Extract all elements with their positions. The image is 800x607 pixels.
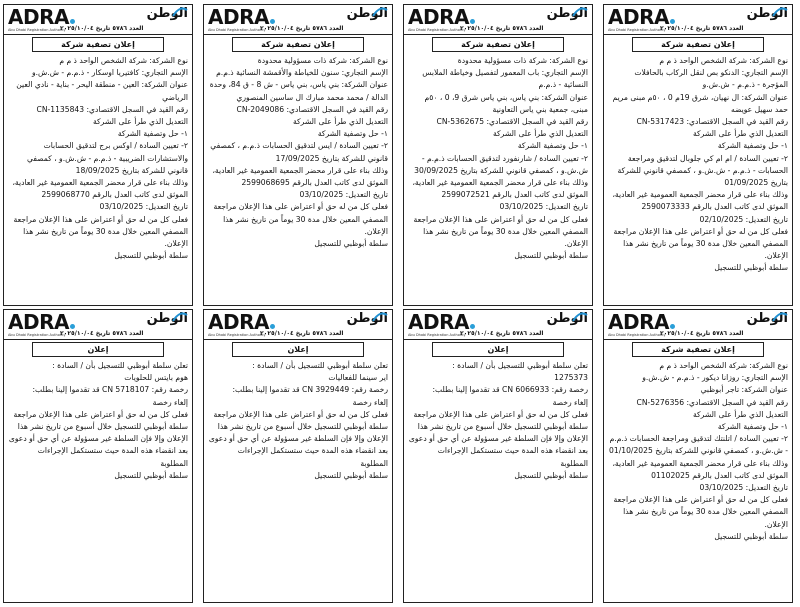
newspaper-name: الوطن xyxy=(346,6,388,21)
notice-signature: سلطة أبوظبي للتسجيل xyxy=(114,470,188,480)
newspaper-name: الوطن xyxy=(746,311,788,326)
notice-line: رخصة رقم: CN 6066933 قد تقدموا إلينا بطلب: xyxy=(432,385,588,395)
notice-line: فعلى كل من له حق أو اعتراض على هذا الإعلان مراجعة سلطة أبوظبي للتسجيل خلال أسبوع من تاريخ نشر هذا الإعلان وإلا فإن السلطة غير مسؤولة عن أي حق أو دعوى بعد انقضاء هذه المدة حيث ستستكمل الإجراءات المطلوبة xyxy=(408,409,588,468)
newspaper-name: الوطن xyxy=(546,311,588,326)
swoosh-icon xyxy=(772,312,788,324)
notice-card xyxy=(203,309,393,603)
newspaper-name: الوطن xyxy=(546,6,588,21)
notice-line: عنوان الشركة: تاجر أبوظبي xyxy=(700,385,788,395)
swoosh-icon xyxy=(172,7,188,19)
notice-card xyxy=(403,4,593,306)
adra-dot-icon xyxy=(270,324,275,329)
masthead xyxy=(4,310,192,340)
notice-line: نوع الشركة: شركة الشخص الواحد ذ م م xyxy=(659,56,788,65)
adra-subtitle: Abu Dhabi Registration Authority xyxy=(408,28,466,32)
newspaper-name: الوطن xyxy=(146,311,188,326)
notice-line: التعديل الذي طرأ على الشركة xyxy=(292,117,388,127)
notice-card xyxy=(603,4,793,306)
notice-line: ١- حل وتصفية الشركة xyxy=(717,422,788,432)
notice-line: تاريخ التعديل: 03/10/2025 xyxy=(99,202,188,212)
swoosh-icon xyxy=(572,312,588,324)
notice-signature: سلطة أبوظبي للتسجيل xyxy=(314,239,388,249)
newspaper-logo xyxy=(347,312,388,326)
adra-dot-icon xyxy=(670,19,675,24)
masthead xyxy=(404,5,592,35)
notice-line: ١- حل وتصفية الشركة xyxy=(117,129,188,139)
newspaper-name: الوطن xyxy=(346,311,388,326)
masthead xyxy=(604,310,792,340)
issue-info: العدد ٥٧٨٦ تاريخ ٢٠٢٥/١٠/٠٤ xyxy=(260,25,344,32)
notice-title: إعلان تصفية شركة xyxy=(232,37,364,52)
notice-line: الإسم التجاري: كافتيريا اوسكار - ذ.م.م - ش.ش.و xyxy=(31,68,188,78)
notice-line: الإسم التجاري: روزانا ديكور - ذ.م.م - ش.ش.و xyxy=(642,373,788,383)
adra-dot-icon xyxy=(470,324,475,329)
notice-line: رقم القيد في السجل الاقتصادي: CN-5276356 xyxy=(636,397,788,407)
notice-line: ١- حل وتصفية الشركة xyxy=(317,129,388,139)
masthead xyxy=(204,5,392,35)
masthead xyxy=(4,5,192,35)
issue-info: العدد ٥٧٨٦ تاريخ ٢٠٢٥/١٠/٠٤ xyxy=(60,25,144,32)
notice-line: وذلك بناء على قرار محضر الجمعية العمومية غير العادية، الموثق لدى كاتب العدل بالرقم 2599068770 xyxy=(12,178,188,200)
notice-body xyxy=(4,357,192,484)
notice-title: إعلان تصفية شركة xyxy=(632,342,764,357)
notice-body xyxy=(604,52,792,277)
masthead xyxy=(204,310,392,340)
notice-card xyxy=(403,309,593,603)
issue-info: العدد ٥٧٨٦ تاريخ ٢٠٢٥/١٠/٠٤ xyxy=(460,330,544,337)
notice-line: رخصة رقم: CN 5718107 قد تقدموا إلينا بطلب: xyxy=(32,385,188,395)
notice-line: عنوان الشركة: ال نهيان، شرق 19م 0 ، ٥٠م مبنى مريم حمد سهيل عويضه xyxy=(612,92,788,114)
adra-dot-icon xyxy=(70,324,75,329)
notice-line: فعلى كل من له حق أو اعتراض على هذا الإعلان مراجعة المصفي المعين خلال مدة 30 يوماً من تاريخ نشر هذا الإعلان. xyxy=(613,495,788,529)
newspaper-name: الوطن xyxy=(746,6,788,21)
notice-line: فعلى كل من له حق أو اعتراض على هذا الإعلان مراجعة المصفي المعين خلال مدة 30 يوماً من تاريخ نشر هذا الإعلان. xyxy=(13,214,188,249)
adra-subtitle: Abu Dhabi Registration Authority xyxy=(208,28,266,32)
notice-line: ٢- تعيين السادة / شارنفورد لتدقيق الحسابات ذ.م.م - ش.ش.و ، كمصفي قانوني للشركة بتاريخ 30/09/2025 xyxy=(414,153,588,175)
notice-line: اير سينما للفعاليات xyxy=(328,373,388,383)
adra-wordmark: ADRA xyxy=(208,5,269,29)
swoosh-icon xyxy=(572,7,588,19)
newspaper-logo xyxy=(747,7,788,21)
notice-title: إعلان تصفية شركة xyxy=(32,37,164,52)
adra-wordmark: ADRA xyxy=(408,310,469,334)
adra-subtitle: Abu Dhabi Registration Authority xyxy=(208,333,266,337)
notice-line: نوع الشركة: شركة الشخص الواحد ذ م م xyxy=(59,56,188,65)
notice-line: فعلى كل من له حق أو اعتراض على هذا الإعلان مراجعة سلطة أبوظبي للتسجيل خلال أسبوع من تاريخ نشر هذا الإعلان وإلا فإن السلطة غير مسؤولة عن أي حق أو دعوى بعد انقضاء هذه المدة حيث ستستكمل الإجراءات المطلوبة xyxy=(208,409,388,468)
newspaper-logo xyxy=(747,312,788,326)
notice-signature: سلطة أبوظبي للتسجيل xyxy=(714,263,788,273)
notice-line: وذلك بناء على قرار محضر الجمعية العمومية غير العادية، الموثق لدى كاتب العدل بالرقم 01102025 xyxy=(612,458,788,480)
notice-body xyxy=(404,52,592,264)
masthead xyxy=(404,310,592,340)
notice-signature: سلطة أبوظبي للتسجيل xyxy=(114,251,188,261)
notice-line: ٢- تعيين السادة / اتلنتك لتدقيق ومراجعة الحسابات ذ.م.م - ش.ش.و ، كمصفي قانوني للشركة بتاريخ 01/10/2025 xyxy=(609,434,788,456)
notice-body xyxy=(204,357,392,484)
notice-body xyxy=(404,357,592,484)
notice-line: 1275373 xyxy=(554,373,588,383)
notice-line: إلغاء رخصة xyxy=(352,397,388,407)
notice-line: ٢- تعيين السادة / ام ام كي جلوبال لتدقيق ومراجعة الحسابات - ذ.م.م - ش.ش.و ، كمصفي قانوني للشركة بتاريخ 01/09/2025 xyxy=(617,153,788,188)
notice-line: الإسم التجاري: الدنكو بص لنقل الركاب بالحافلات المؤجرة - ذ.م.م - ش.ش.و xyxy=(634,68,788,90)
notice-line: الإسم التجاري: باب المعمور لتفصيل وخياطة الملابس النسائية - ذ.م.م xyxy=(422,68,588,90)
notice-line: عنوان الشركة: بني ياس، بني ياس - ش 8 - ق 84، وحدة الدالة / محمد محمد مبارك ال ساسين المنصوري xyxy=(209,80,388,102)
notice-line: نوع الشركة: شركة ذات مسؤولية محدودة xyxy=(457,56,588,65)
notice-line: تاريخ التعديل: 02/10/2025 xyxy=(699,214,788,224)
notice-line: هوم بايتس للحلويات xyxy=(124,373,188,383)
notice-signature: سلطة أبوظبي للتسجيل xyxy=(314,470,388,480)
notice-signature: سلطة أبوظبي للتسجيل xyxy=(714,531,788,541)
notice-signature: سلطة أبوظبي للتسجيل xyxy=(514,251,588,261)
notice-line: فعلى كل من له حق أو اعتراض على هذا الإعلان مراجعة سلطة أبوظبي للتسجيل خلال أسبوع من تاريخ نشر هذا الإعلان وإلا فإن السلطة غير مسؤولة عن أي حق أو دعوى بعد انقضاء هذه المدة حيث ستستكمل الإجراءات المطلوبة xyxy=(8,409,188,468)
adra-dot-icon xyxy=(470,19,475,24)
issue-info: العدد ٥٧٨٦ تاريخ ٢٠٢٥/١٠/٠٤ xyxy=(660,330,744,337)
notice-card xyxy=(603,309,793,603)
adra-dot-icon xyxy=(670,324,675,329)
notice-title: إعلان xyxy=(32,342,164,357)
newspaper-logo xyxy=(347,7,388,21)
notice-line: تاريخ التعديل: 03/10/2025 xyxy=(299,190,388,200)
newspaper-logo xyxy=(547,312,588,326)
notice-line: تاريخ التعديل: 03/10/2025 xyxy=(699,483,788,493)
notice-line: إلغاء رخصة xyxy=(552,397,588,407)
adra-subtitle: Abu Dhabi Registration Authority xyxy=(408,333,466,337)
swoosh-icon xyxy=(772,7,788,19)
issue-info: العدد ٥٧٨٦ تاريخ ٢٠٢٥/١٠/٠٤ xyxy=(660,25,744,32)
notice-line: رقم القيد في السجل الاقتصادي: CN-5317423 xyxy=(636,117,788,127)
notice-title: إعلان xyxy=(432,342,564,357)
issue-info: العدد ٥٧٨٦ تاريخ ٢٠٢٥/١٠/٠٤ xyxy=(60,330,144,337)
adra-wordmark: ADRA xyxy=(408,5,469,29)
notice-card xyxy=(3,4,193,306)
swoosh-icon xyxy=(372,312,388,324)
notice-line: ١- حل وتصفية الشركة xyxy=(517,141,588,151)
newspaper-logo xyxy=(547,7,588,21)
notice-body xyxy=(204,52,392,252)
notice-line: رقم القيد في السجل الاقتصادي: CN-2049086 xyxy=(236,104,388,114)
swoosh-icon xyxy=(172,312,188,324)
notice-line: تعلن سلطة أبوظبي للتسجيل بأن / السادة : xyxy=(452,361,588,370)
notice-line: وذلك بناء على قرار محضر الجمعية العمومية غير العادية، الموثق لدى كاتب العدل بالرقم 2599068695 xyxy=(212,165,388,188)
adra-subtitle: Abu Dhabi Registration Authority xyxy=(8,333,66,337)
notice-title: إعلان تصفية شركة xyxy=(432,37,564,52)
adra-subtitle: Abu Dhabi Registration Authority xyxy=(608,333,666,337)
newspaper-name: الوطن xyxy=(146,6,188,21)
notice-line: عنوان الشركة: بني ياس، بني ياس شرق 9، 0 ، ٥٠م مبنى، جمعية بني ياس التعاونية xyxy=(424,92,588,114)
notice-line: التعديل الذي طرأ على الشركة xyxy=(92,117,188,127)
notice-line: ١- حل وتصفية الشركة xyxy=(717,141,788,151)
notice-signature: سلطة أبوظبي للتسجيل xyxy=(514,470,588,480)
adra-dot-icon xyxy=(70,19,75,24)
notice-line: وذلك بناء على قرار محضر الجمعية العمومية غير العادية، الموثق لدى كاتب العدل بالرقم 2599072521 xyxy=(412,178,588,200)
notice-line: تاريخ التعديل: 03/10/2025 xyxy=(499,202,588,212)
notice-title: إعلان تصفية شركة xyxy=(632,37,764,52)
adra-wordmark: ADRA xyxy=(8,310,69,334)
notice-line: التعديل الذي طرأ على الشركة xyxy=(692,409,788,419)
notice-line: نوع الشركة: شركة الشخص الواحد ذ م م xyxy=(659,361,788,370)
issue-info: العدد ٥٧٨٦ تاريخ ٢٠٢٥/١٠/٠٤ xyxy=(460,25,544,32)
notice-line: ٢- تعيين السادة / ايس لتدقيق الحسابات ذ.م.م ، كمصفي قانوني للشركة بتاريخ 17/09/2025 xyxy=(210,141,388,163)
notice-line: عنوان الشركة: العين - منطقة اليحر - بناية - نادي العين الرياضي xyxy=(16,80,188,102)
adra-wordmark: ADRA xyxy=(8,5,69,29)
adra-wordmark: ADRA xyxy=(208,310,269,334)
notice-body xyxy=(4,52,192,264)
notice-line: تعلن سلطة أبوظبي للتسجيل بأن / السادة : xyxy=(52,361,188,370)
adra-subtitle: Abu Dhabi Registration Authority xyxy=(8,28,66,32)
masthead xyxy=(604,5,792,35)
notice-line: الإسم التجاري: سنون للخياطة والأقمشة النسائية ذ.م.م xyxy=(216,68,388,78)
notice-line: رخصة رقم: CN 3929449 قد تقدموا إلينا بطلب: xyxy=(232,385,388,395)
adra-subtitle: Abu Dhabi Registration Authority xyxy=(608,28,666,32)
notice-line: رقم القيد في السجل الاقتصادي: CN-5362675 xyxy=(436,117,588,127)
issue-info: العدد ٥٧٨٦ تاريخ ٢٠٢٥/١٠/٠٤ xyxy=(260,330,344,337)
notice-body xyxy=(604,357,792,545)
notice-line: تعلن سلطة أبوظبي للتسجيل بأن / السادة : xyxy=(252,361,388,370)
notice-line: فعلى كل من له حق أو اعتراض على هذا الإعلان مراجعة المصفي المعين خلال مدة 30 يوماً من تاريخ نشر هذا الإعلان. xyxy=(413,214,588,249)
notice-line: رقم القيد في السجل الاقتصادي: CN-1135843 xyxy=(36,104,188,114)
adra-dot-icon xyxy=(270,19,275,24)
notice-card xyxy=(3,309,193,603)
adra-wordmark: ADRA xyxy=(608,310,669,334)
notice-line: فعلى كل من له حق أو اعتراض على هذا الإعلان مراجعة المصفي المعين خلال مدة 30 يوماً من تاريخ نشر هذا الإعلان. xyxy=(613,226,788,261)
notice-line: فعلى كل من له حق أو اعتراض على هذا الإعلان مراجعة المصفي المعين خلال مدة 30 يوماً من تاريخ نشر هذا الإعلان. xyxy=(213,202,388,236)
notice-title: إعلان xyxy=(232,342,364,357)
notice-line: وذلك بناء على قرار محضر الجمعية العمومية غير العادية، الموثق لدى كاتب العدل بالرقم 2590073333 xyxy=(612,190,788,212)
notice-line: نوع الشركة: شركة ذات مسؤولية محدودة xyxy=(257,56,388,65)
notice-line: ٢- تعيين السادة / اوكس برج لتدقيق الحسابات والاستشارات الضريبية - ذ.م.م - ش.ش.و ، كمصفي قانوني للشركة بتاريخ 18/09/2025 xyxy=(27,141,188,175)
notice-line: التعديل الذي طرأ على الشركة xyxy=(492,129,588,139)
adra-wordmark: ADRA xyxy=(608,5,669,29)
notice-card xyxy=(203,4,393,306)
notice-line: التعديل الذي طرأ على الشركة xyxy=(692,129,788,139)
swoosh-icon xyxy=(372,7,388,19)
newspaper-logo xyxy=(147,312,188,326)
newspaper-logo xyxy=(147,7,188,21)
notice-line: إلغاء رخصة xyxy=(152,397,188,407)
